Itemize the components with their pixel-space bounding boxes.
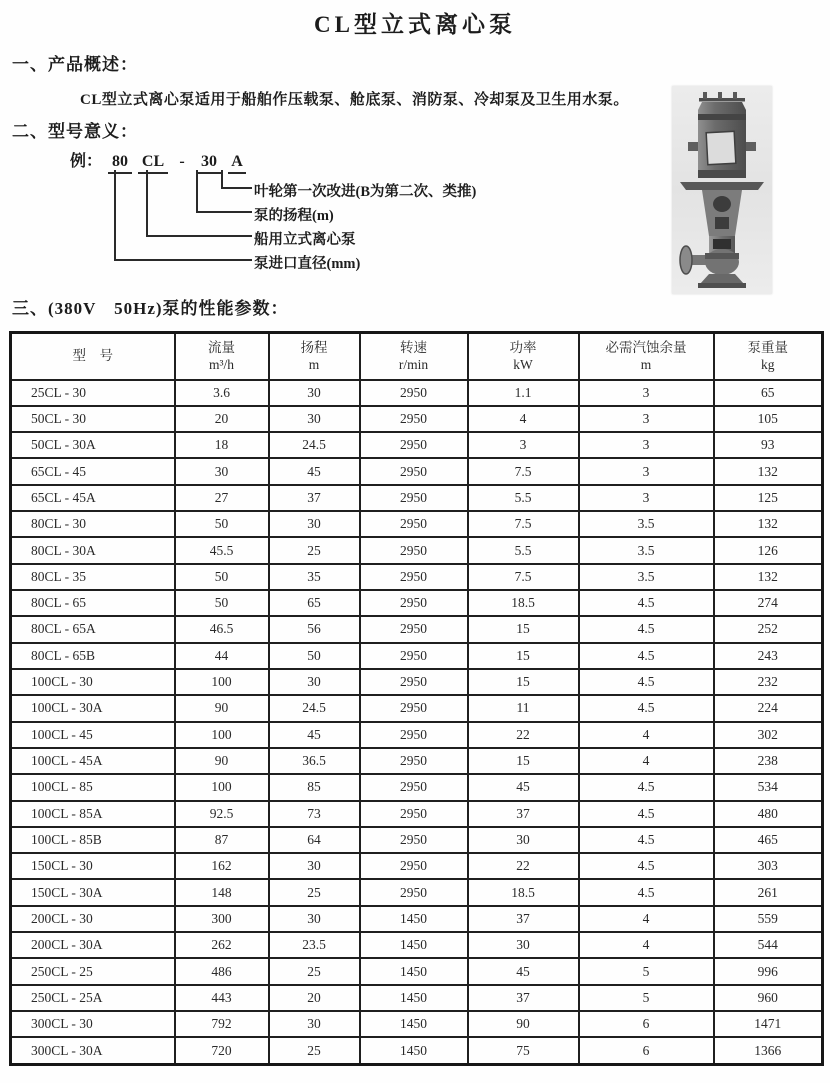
model-part-inlet: 80	[108, 153, 132, 174]
table-cell: 3.5	[579, 511, 714, 537]
table-cell: 7.5	[468, 458, 579, 484]
table-cell: 2950	[360, 669, 468, 695]
table-cell: 7.5	[468, 511, 579, 537]
column-header-speed-label: 转速	[400, 339, 427, 355]
table-cell: 15	[468, 669, 579, 695]
table-cell: 30	[269, 906, 360, 932]
table-cell: 80CL - 65A	[11, 616, 175, 642]
table-cell: 4	[579, 722, 714, 748]
model-part-revision: A	[228, 153, 246, 174]
table-cell: 100	[175, 669, 269, 695]
table-cell: 2950	[360, 695, 468, 721]
column-header-weight	[714, 333, 823, 380]
column-header-model	[11, 333, 175, 380]
section-2-heading: 二、型号意义：	[12, 122, 138, 141]
table-cell: 7.5	[468, 564, 579, 590]
table-cell: 2950	[360, 801, 468, 827]
table-cell: 65	[714, 380, 823, 406]
table-cell: 2950	[360, 406, 468, 432]
table-cell: 2950	[360, 564, 468, 590]
table-row	[11, 458, 823, 484]
table-cell: 1.1	[468, 380, 579, 406]
table-cell: 4.5	[579, 827, 714, 853]
table-cell: 262	[175, 932, 269, 958]
model-part-dash: -	[179, 153, 185, 170]
table-cell: 45	[269, 722, 360, 748]
table-cell: 75	[468, 1037, 579, 1064]
table-cell: 30	[269, 406, 360, 432]
table-cell: 1450	[360, 932, 468, 958]
table-cell: 3	[579, 380, 714, 406]
column-header-power-label: 功率	[509, 339, 537, 355]
label-pump-head: 泵的扬程(m)	[254, 208, 334, 224]
section-3-heading: 三、(380V 50Hz)泵的性能参数：	[12, 299, 289, 318]
table-row	[11, 853, 823, 879]
table-cell: 35	[269, 564, 360, 590]
table-cell: 90	[468, 1011, 579, 1037]
table-cell: 56	[269, 616, 360, 642]
table-cell: 243	[714, 643, 823, 669]
column-header-npsh-unit: m	[640, 357, 652, 373]
table-cell: 100CL - 30A	[11, 695, 175, 721]
table-cell: 37	[269, 485, 360, 511]
table-cell: 2950	[360, 432, 468, 458]
table-cell: 3	[579, 458, 714, 484]
table-cell: 15	[468, 643, 579, 669]
column-header-weight-unit: kg	[761, 357, 775, 373]
table-cell: 252	[714, 616, 823, 642]
table-cell: 559	[714, 906, 823, 932]
table-cell: 45	[269, 458, 360, 484]
table-cell: 3	[468, 432, 579, 458]
column-header-model-label: 型 号	[72, 348, 113, 364]
table-row	[11, 722, 823, 748]
table-cell: 30	[269, 669, 360, 695]
table-cell: 4	[579, 932, 714, 958]
spec-table-body	[11, 380, 823, 1065]
table-cell: 93	[714, 432, 823, 458]
column-header-speed-unit: r/min	[398, 357, 429, 373]
column-header-flow-label: 流量	[208, 339, 235, 355]
table-cell: 200CL - 30A	[11, 932, 175, 958]
table-cell: 1366	[714, 1037, 823, 1064]
table-cell: 24.5	[269, 695, 360, 721]
label-marine-pump-type: 船用立式离心泵	[254, 232, 356, 248]
model-part-series: CL	[138, 153, 168, 174]
table-cell: 24.5	[269, 432, 360, 458]
table-cell: 720	[175, 1037, 269, 1064]
table-cell: 30	[468, 827, 579, 853]
table-cell: 15	[468, 748, 579, 774]
table-cell: 250CL - 25	[11, 958, 175, 984]
table-cell: 3.5	[579, 537, 714, 563]
table-cell: 3.5	[579, 564, 714, 590]
table-cell: 22	[468, 853, 579, 879]
section-1-heading: 一、产品概述：	[12, 55, 138, 74]
table-cell: 100CL - 45A	[11, 748, 175, 774]
column-header-speed	[360, 333, 468, 380]
table-cell: 73	[269, 801, 360, 827]
table-cell: 5.5	[468, 485, 579, 511]
table-cell: 20	[175, 406, 269, 432]
table-row	[11, 406, 823, 432]
table-cell: 2950	[360, 853, 468, 879]
model-diagram-lines	[70, 166, 270, 266]
label-inlet-diameter: 泵进口直径(mm)	[254, 256, 361, 272]
table-cell: 50	[175, 590, 269, 616]
column-header-flow-unit: m³/h	[208, 357, 235, 373]
table-cell: 4.5	[579, 853, 714, 879]
table-cell: 100CL - 85A	[11, 801, 175, 827]
table-row	[11, 985, 823, 1011]
table-cell: 90	[175, 748, 269, 774]
label-impeller-improvement: 叶轮第一次改进(B为第二次、类推)	[254, 184, 477, 200]
table-cell: 2950	[360, 827, 468, 853]
table-cell: 2950	[360, 458, 468, 484]
pump-illustration	[672, 86, 772, 294]
table-row	[11, 958, 823, 984]
table-cell: 4.5	[579, 879, 714, 905]
table-cell: 18	[175, 432, 269, 458]
table-cell: 37	[468, 906, 579, 932]
table-cell: 996	[714, 958, 823, 984]
table-cell: 50	[175, 511, 269, 537]
table-cell: 18.5	[468, 590, 579, 616]
column-header-head-label: 扬程	[300, 339, 328, 355]
table-row	[11, 1011, 823, 1037]
table-cell: 90	[175, 695, 269, 721]
table-row	[11, 906, 823, 932]
table-cell: 162	[175, 853, 269, 879]
table-cell: 25	[269, 1037, 360, 1064]
table-cell: 4	[579, 906, 714, 932]
table-cell: 30	[269, 1011, 360, 1037]
table-row	[11, 1037, 823, 1064]
table-cell: 125	[714, 485, 823, 511]
table-cell: 15	[468, 616, 579, 642]
table-cell: 100CL - 85B	[11, 827, 175, 853]
column-header-power	[468, 333, 579, 380]
table-cell: 150CL - 30A	[11, 879, 175, 905]
pump-photo	[672, 86, 772, 294]
table-cell: 465	[714, 827, 823, 853]
table-cell: 87	[175, 827, 269, 853]
table-cell: 20	[269, 985, 360, 1011]
table-cell: 4.5	[579, 643, 714, 669]
table-cell: 1450	[360, 958, 468, 984]
table-row	[11, 511, 823, 537]
table-cell: 3.6	[175, 380, 269, 406]
table-cell: 80CL - 30	[11, 511, 175, 537]
table-cell: 65CL - 45	[11, 458, 175, 484]
table-cell: 100CL - 85	[11, 774, 175, 800]
table-cell: 150CL - 30	[11, 853, 175, 879]
table-cell: 300CL - 30	[11, 1011, 175, 1037]
table-cell: 92.5	[175, 801, 269, 827]
table-cell: 30	[269, 853, 360, 879]
table-cell: 2950	[360, 616, 468, 642]
table-row	[11, 643, 823, 669]
table-cell: 23.5	[269, 932, 360, 958]
table-cell: 25	[269, 537, 360, 563]
table-row	[11, 590, 823, 616]
table-cell: 1450	[360, 906, 468, 932]
table-cell: 50	[175, 564, 269, 590]
table-cell: 100CL - 45	[11, 722, 175, 748]
table-cell: 64	[269, 827, 360, 853]
table-cell: 5	[579, 985, 714, 1011]
table-cell: 18.5	[468, 879, 579, 905]
table-cell: 960	[714, 985, 823, 1011]
table-cell: 44	[175, 643, 269, 669]
table-cell: 3	[579, 432, 714, 458]
table-row	[11, 774, 823, 800]
table-cell: 2950	[360, 590, 468, 616]
table-cell: 45	[468, 958, 579, 984]
table-cell: 792	[175, 1011, 269, 1037]
table-cell: 50	[269, 643, 360, 669]
table-cell: 4.5	[579, 590, 714, 616]
table-row	[11, 748, 823, 774]
table-cell: 2950	[360, 643, 468, 669]
table-cell: 50CL - 30A	[11, 432, 175, 458]
pump-spec-table	[9, 331, 824, 1066]
table-cell: 126	[714, 537, 823, 563]
table-cell: 486	[175, 958, 269, 984]
table-cell: 534	[714, 774, 823, 800]
table-cell: 232	[714, 669, 823, 695]
table-cell: 22	[468, 722, 579, 748]
table-cell: 250CL - 25A	[11, 985, 175, 1011]
table-cell: 30	[468, 932, 579, 958]
table-cell: 65CL - 45A	[11, 485, 175, 511]
table-cell: 224	[714, 695, 823, 721]
table-cell: 132	[714, 511, 823, 537]
table-row	[11, 537, 823, 563]
table-cell: 303	[714, 853, 823, 879]
table-cell: 1450	[360, 1037, 468, 1064]
table-cell: 302	[714, 722, 823, 748]
table-cell: 544	[714, 932, 823, 958]
table-row	[11, 564, 823, 590]
table-cell: 100	[175, 722, 269, 748]
table-cell: 2950	[360, 380, 468, 406]
table-cell: 300	[175, 906, 269, 932]
table-cell: 2950	[360, 537, 468, 563]
table-cell: 30	[269, 511, 360, 537]
table-row	[11, 669, 823, 695]
table-cell: 85	[269, 774, 360, 800]
table-cell: 4	[579, 748, 714, 774]
table-cell: 30	[269, 380, 360, 406]
table-cell: 4.5	[579, 801, 714, 827]
table-row	[11, 827, 823, 853]
table-row	[11, 485, 823, 511]
table-cell: 4	[468, 406, 579, 432]
table-cell: 50CL - 30	[11, 406, 175, 432]
table-cell: 37	[468, 801, 579, 827]
page-title: CL型立式离心泵	[314, 12, 516, 37]
table-cell: 480	[714, 801, 823, 827]
header-row	[11, 333, 823, 380]
table-cell: 238	[714, 748, 823, 774]
table-cell: 443	[175, 985, 269, 1011]
table-cell: 2950	[360, 511, 468, 537]
model-part-head: 30	[196, 153, 222, 174]
table-cell: 46.5	[175, 616, 269, 642]
table-row	[11, 380, 823, 406]
column-header-head	[269, 333, 360, 380]
table-cell: 3	[579, 406, 714, 432]
table-cell: 2950	[360, 774, 468, 800]
table-cell: 300CL - 30A	[11, 1037, 175, 1064]
table-cell: 45.5	[175, 537, 269, 563]
table-cell: 30	[175, 458, 269, 484]
table-cell: 132	[714, 458, 823, 484]
table-cell: 1471	[714, 1011, 823, 1037]
table-cell: 1450	[360, 1011, 468, 1037]
table-cell: 132	[714, 564, 823, 590]
table-cell: 25	[269, 958, 360, 984]
table-cell: 80CL - 35	[11, 564, 175, 590]
table-row	[11, 932, 823, 958]
table-cell: 2950	[360, 485, 468, 511]
table-cell: 25CL - 30	[11, 380, 175, 406]
table-cell: 4.5	[579, 774, 714, 800]
table-cell: 5	[579, 958, 714, 984]
section-1-body: CL型立式离心泵适用于船舶作压载泵、舱底泵、消防泵、冷却泵及卫生用水泵。	[80, 92, 629, 108]
table-cell: 1450	[360, 985, 468, 1011]
table-cell: 65	[269, 590, 360, 616]
table-cell: 2950	[360, 722, 468, 748]
column-header-npsh	[579, 333, 714, 380]
column-header-power-unit: kW	[513, 357, 533, 373]
table-cell: 148	[175, 879, 269, 905]
table-cell: 274	[714, 590, 823, 616]
table-row	[11, 801, 823, 827]
column-header-weight-label: 泵重量	[747, 339, 788, 355]
table-row	[11, 616, 823, 642]
table-cell: 261	[714, 879, 823, 905]
table-cell: 2950	[360, 879, 468, 905]
table-cell: 2950	[360, 748, 468, 774]
table-cell: 37	[468, 985, 579, 1011]
table-cell: 80CL - 65	[11, 590, 175, 616]
table-cell: 4.5	[579, 669, 714, 695]
table-cell: 11	[468, 695, 579, 721]
table-cell: 6	[579, 1037, 714, 1064]
table-cell: 5.5	[468, 537, 579, 563]
column-header-head-unit: m	[308, 357, 320, 373]
table-cell: 200CL - 30	[11, 906, 175, 932]
table-cell: 100CL - 30	[11, 669, 175, 695]
table-cell: 105	[714, 406, 823, 432]
table-cell: 4.5	[579, 616, 714, 642]
table-cell: 80CL - 30A	[11, 537, 175, 563]
table-cell: 4.5	[579, 695, 714, 721]
table-cell: 100	[175, 774, 269, 800]
table-cell: 6	[579, 1011, 714, 1037]
table-cell: 3	[579, 485, 714, 511]
table-cell: 25	[269, 879, 360, 905]
table-cell: 80CL - 65B	[11, 643, 175, 669]
table-row	[11, 879, 823, 905]
table-cell: 27	[175, 485, 269, 511]
table-row	[11, 695, 823, 721]
column-header-npsh-label: 必需汽蚀余量	[605, 339, 687, 355]
table-row	[11, 432, 823, 458]
table-cell: 45	[468, 774, 579, 800]
column-header-flow	[175, 333, 269, 380]
model-example-prefix: 例：	[70, 153, 103, 170]
table-cell: 36.5	[269, 748, 360, 774]
